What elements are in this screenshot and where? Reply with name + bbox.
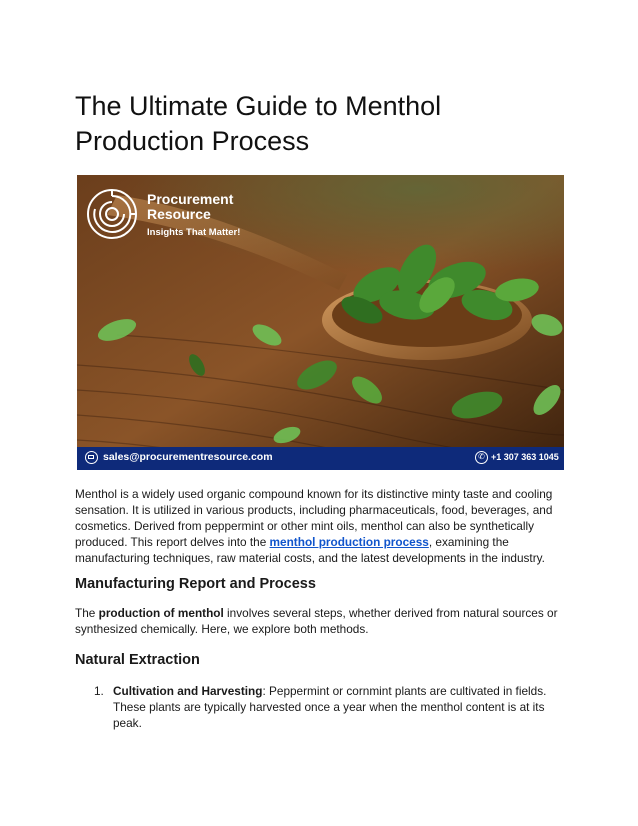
manufacturing-paragraph <box>75 605 570 637</box>
intro-text-after-link: , examining the manufacturing techniques, raw material costs, and the latest developments in the industry. <box>75 535 545 565</box>
page-title: The Ultimate Guide to Menthol Production Process <box>75 91 442 156</box>
manufacturing-text-after-bold: involves several steps, whether derived from natural sources or synthesized chemically. Here, we explore both methods. <box>75 606 558 636</box>
hero-banner-image <box>77 175 564 470</box>
menthol-production-process-link[interactable]: menthol production process <box>269 535 429 549</box>
email-icon <box>85 451 98 464</box>
brand-tagline: Insights That Matter! <box>147 227 241 238</box>
maze-circle-logo-icon <box>85 187 139 241</box>
production-of-menthol-bold: production of menthol <box>98 606 224 620</box>
list-item-text <box>113 683 573 731</box>
brand-logo <box>85 187 285 247</box>
intro-paragraph <box>75 486 570 566</box>
contact-email[interactable]: sales@procurementresource.com <box>103 451 273 463</box>
list-item-number: 1. <box>94 684 104 698</box>
manufacturing-text-before-bold: The <box>75 606 99 620</box>
intro-text-before-link: Menthol is a widely used organic compound known for its distinctive minty taste and cooling sensation. It is utilized in various products, including pharmaceuticals, food, beverages, and cosmetics. Derived from peppermint or other mint oils, menthol can also be synthetically produced. This report delves into the <box>75 487 553 549</box>
list-item-body: : Peppermint or cornmint plants are cultivated in fields. These plants are typically harvested once a year when the menthol content is at its peak. <box>113 684 547 730</box>
natural-extraction-heading: Natural Extraction <box>75 652 200 668</box>
contact-bar <box>77 447 564 470</box>
contact-phone[interactable]: +1 307 363 1045 <box>491 452 559 462</box>
list-item-title: Cultivation and Harvesting <box>113 684 263 698</box>
manufacturing-heading: Manufacturing Report and Process <box>75 576 316 592</box>
phone-icon: ✆ <box>475 451 488 464</box>
brand-name: Procurement Resource <box>147 191 234 222</box>
